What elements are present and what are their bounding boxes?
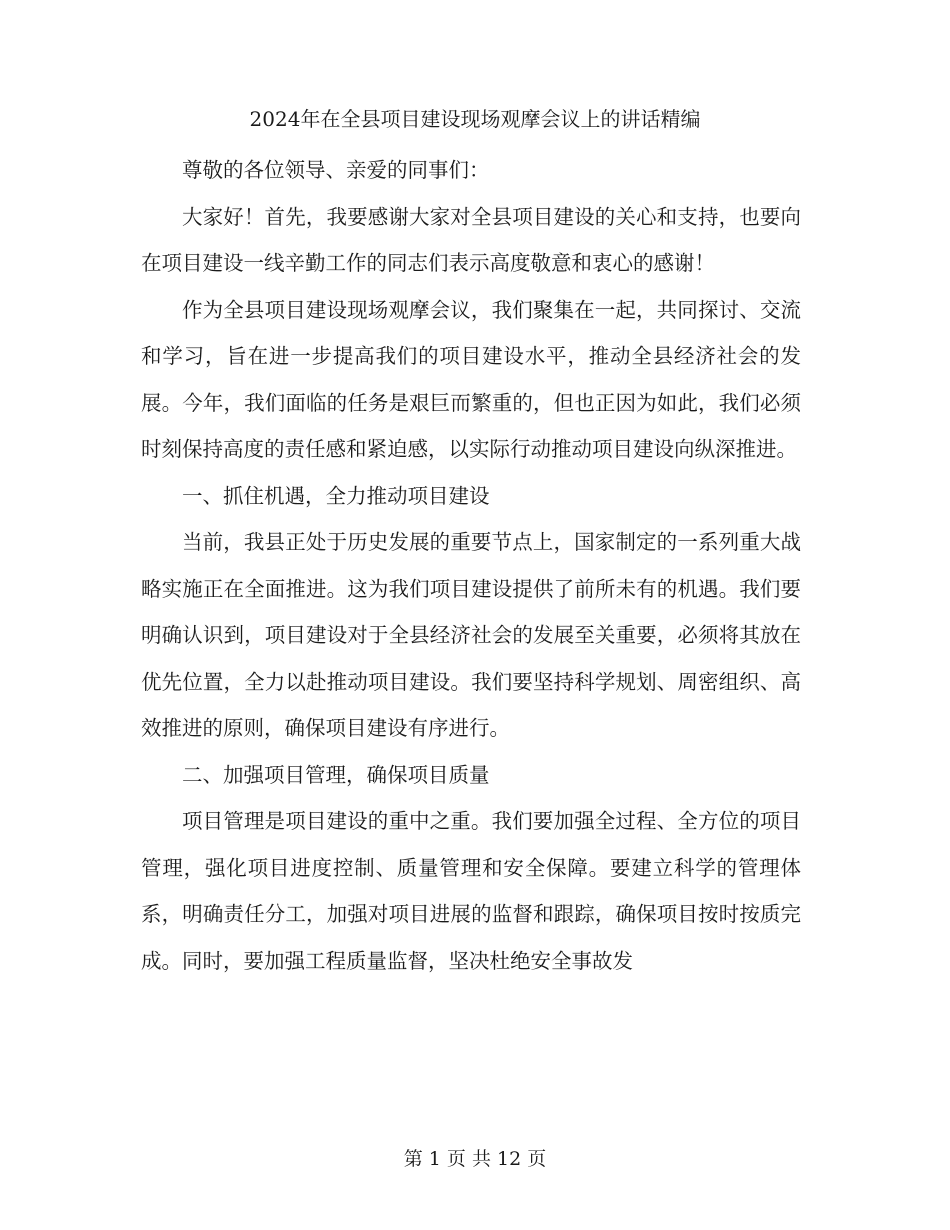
greeting-paragraph: 大家好！首先，我要感谢大家对全县项目建设的关心和支持，也要向在项目建设一线辛勤工作的同志们表示高度敬意和衷心的感谢！ [141,204,801,275]
salutation-paragraph: 尊敬的各位领导、亲爱的同事们： [182,158,490,182]
section-1-paragraph: 当前，我县正处于历史发展的重要节点上，国家制定的一系列重大战略实施正在全面推进。这为我们项目建设提供了前所未有的机遇。我们要明确认识到，项目建设对于全县经济社会的发展至关重要，必须将其放在优先位置，全力以赴推动项目建设。我们要坚持科学规划、周密组织、高效推进的原则，确保项目建设有序进行。 [141,530,801,740]
document-title: 2024年在全县项目建设现场观摩会议上的讲话精编 [249,107,701,131]
section-heading-1: 一、抓住机遇，全力推动项目建设 [182,483,490,508]
document-body [141,147,801,984]
section-heading-2: 二、加强项目管理，确保项目质量 [182,762,490,787]
section-2-paragraph: 项目管理是项目建设的重中之重。我们要加强全过程、全方位的项目管理，强化项目进度控制、质量管理和安全保障。要建立科学的管理体系，明确责任分工，加强对项目进展的监督和跟踪，确保项目按时按质完成。同时，要加强工程质量监督，坚决杜绝安全事故发 [141,809,801,973]
intro-paragraph: 作为全县项目建设现场观摩会议，我们聚集在一起，共同探讨、交流和学习，旨在进一步提高我们的项目建设水平，推动全县经济社会的发展。今年，我们面临的任务是艰巨而繁重的，但也正因为如此，我们必须时刻保持高度的责任感和紧迫感，以实际行动推动项目建设向纵深推进。 [141,297,801,461]
page-number-footer: 第 1 页 共 12 页 [403,1148,547,1170]
